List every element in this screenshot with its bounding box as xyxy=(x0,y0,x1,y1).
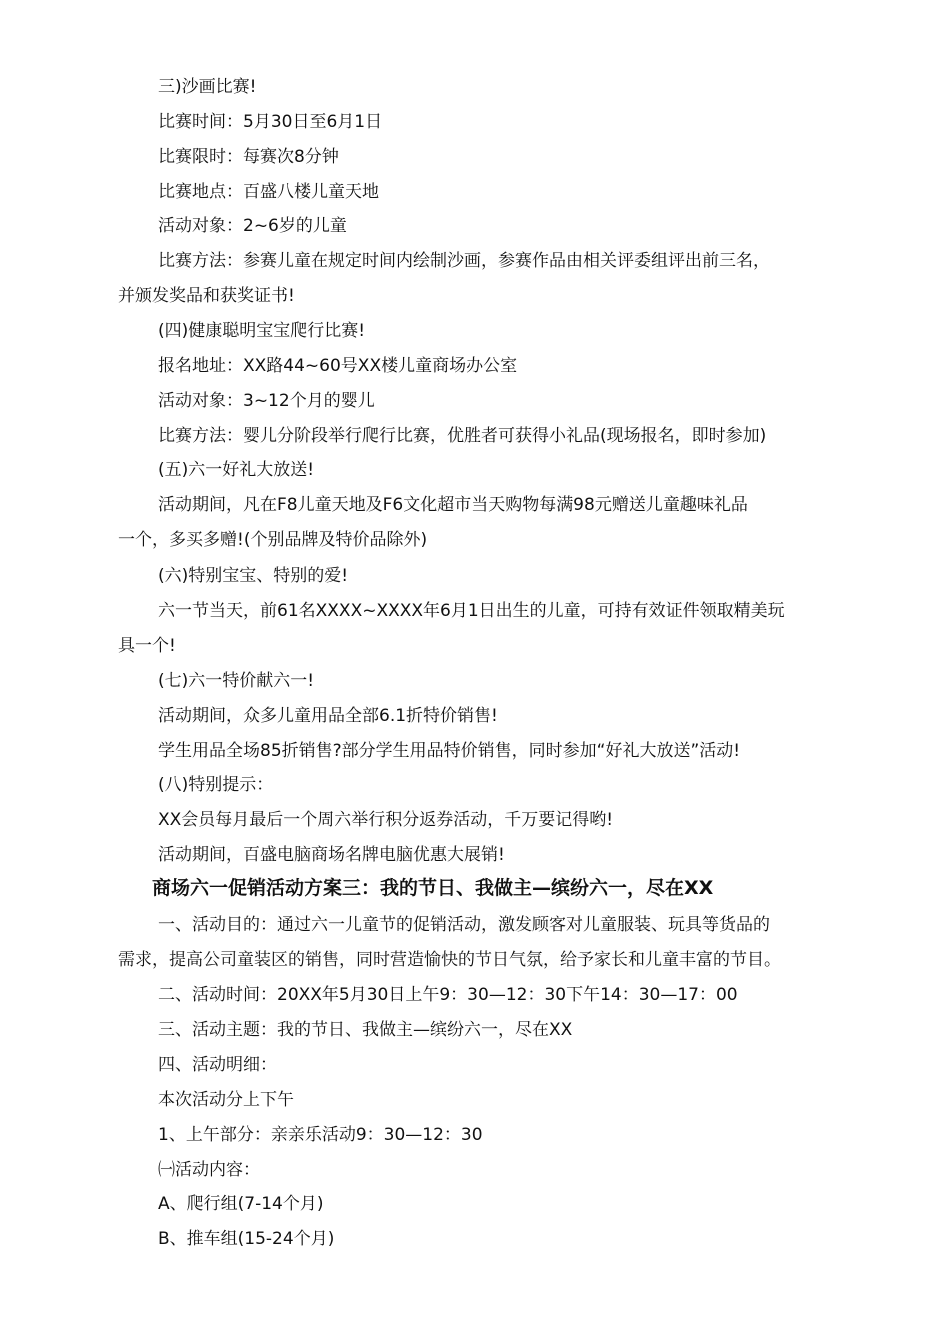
paragraph-line: 比赛时间：5月30日至6月1日 xyxy=(158,112,383,132)
section-heading: (五)六一好礼大放送! xyxy=(158,460,315,480)
list-item: A、爬行组(7-14个月) xyxy=(158,1194,324,1214)
section-heading: (六)特别宝宝、特别的爱! xyxy=(158,566,349,586)
paragraph-line: 活动期间，众多儿童用品全部6.1折特价销售! xyxy=(158,706,498,726)
paragraph-line: 本次活动分上下午 xyxy=(158,1090,294,1110)
paragraph-line: 学生用品全场85折销售?部分学生用品特价销售，同时参加“好礼大放送”活动! xyxy=(158,741,741,761)
paragraph-line: 比赛限时：每赛次8分钟 xyxy=(158,147,339,167)
paragraph-line: 需求，提高公司童装区的销售，同时营造愉快的节日气氛，给予家长和儿童丰富的节目。 xyxy=(118,950,781,970)
section-heading: (四)健康聪明宝宝爬行比赛! xyxy=(158,321,366,341)
paragraph-line: 活动对象：2~6岁的儿童 xyxy=(158,216,347,236)
paragraph-line: 一个，多买多赠!(个别品牌及特价品除外) xyxy=(118,530,428,550)
paragraph-line: 并颁发奖品和获奖证书! xyxy=(118,286,295,306)
section-heading: (八)特别提示： xyxy=(158,775,274,795)
document-title: 商场六一促销活动方案三：我的节日、我做主—缤纷六一，尽在XX xyxy=(152,877,714,899)
paragraph-line: 二、活动时间：20XX年5月30日上午9：30—12：30下午14：30—17：00 xyxy=(158,985,738,1005)
paragraph-line: 一、活动目的：通过六一儿童节的促销活动，激发顾客对儿童服装、玩具等货品的 xyxy=(158,915,770,935)
paragraph-line: ㈠活动内容： xyxy=(158,1160,260,1180)
paragraph-line: 比赛地点：百盛八楼儿童天地 xyxy=(158,182,379,202)
paragraph-line: 活动对象：3~12个月的婴儿 xyxy=(158,391,375,411)
paragraph-line: 具一个! xyxy=(118,636,176,656)
paragraph-line: 六一节当天，前61名XXXX~XXXX年6月1日出生的儿童，可持有效证件领取精美玩 xyxy=(158,601,785,621)
paragraph-line: 三、活动主题：我的节日、我做主—缤纷六一，尽在XX xyxy=(158,1020,573,1040)
section-heading: 三)沙画比赛! xyxy=(158,77,257,97)
paragraph-line: XX会员每月最后一个周六举行积分返券活动，千万要记得哟! xyxy=(158,810,614,830)
paragraph-line: 1、上午部分：亲亲乐活动9：30—12：30 xyxy=(158,1125,483,1145)
paragraph-line: 活动期间，百盛电脑商场名牌电脑优惠大展销! xyxy=(158,845,505,865)
list-item: B、推车组(15-24个月) xyxy=(158,1229,335,1249)
section-heading: (七)六一特价献六一! xyxy=(158,671,315,691)
paragraph-line: 报名地址：XX路44~60号XX楼儿童商场办公室 xyxy=(158,356,518,376)
paragraph-line: 比赛方法：婴儿分阶段举行爬行比赛，优胜者可获得小礼品(现场报名，即时参加) xyxy=(158,426,767,446)
paragraph-line: 四、活动明细： xyxy=(158,1055,277,1075)
paragraph-line: 活动期间，凡在F8儿童天地及F6文化超市当天购物每满98元赠送儿童趣味礼品 xyxy=(158,495,748,515)
paragraph-line: 比赛方法：参赛儿童在规定时间内绘制沙画，参赛作品由相关评委组评出前三名， xyxy=(158,251,770,271)
